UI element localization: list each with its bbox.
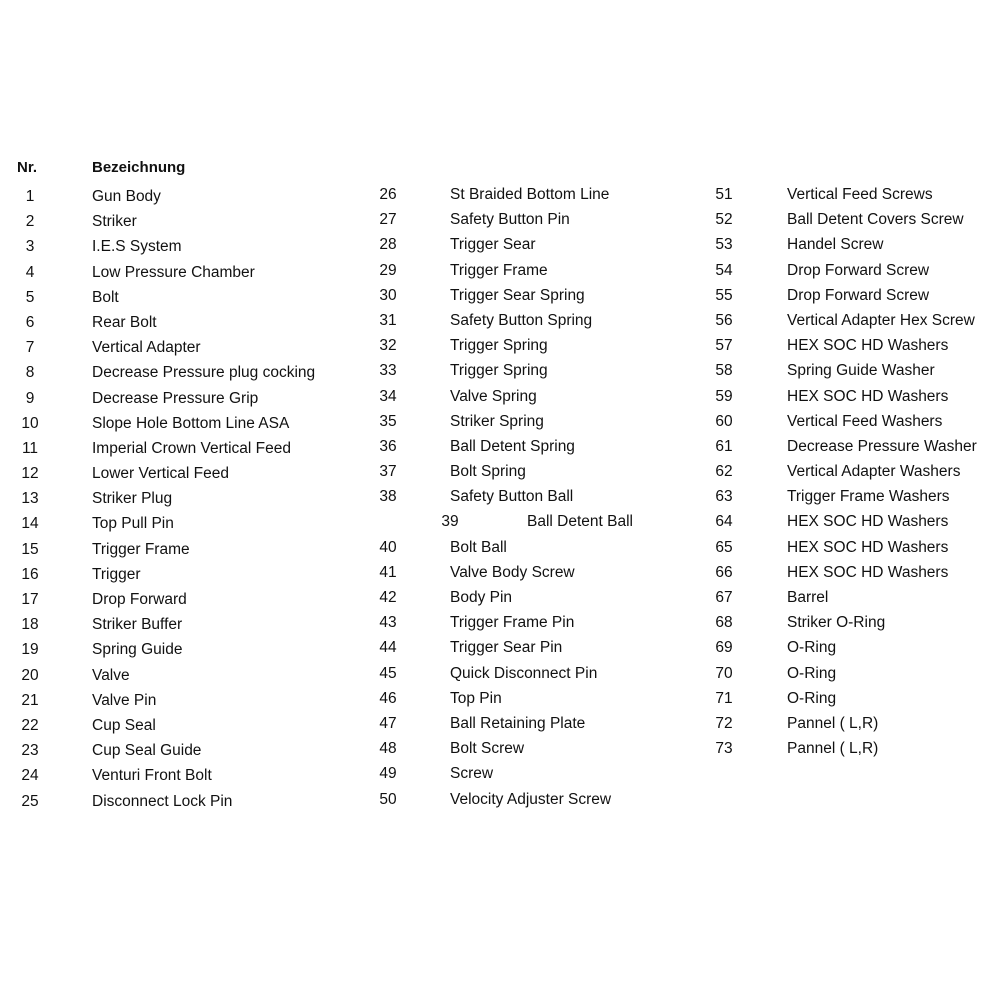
part-number: 34 xyxy=(379,387,397,405)
part-number: 17 xyxy=(21,591,39,608)
part-number: 73 xyxy=(715,740,733,758)
part-name: HEX SOC HD Washers xyxy=(787,563,949,581)
part-name: Trigger xyxy=(92,565,141,583)
part-name: Lower Vertical Feed xyxy=(92,465,229,483)
part-number: 26 xyxy=(379,186,397,203)
part-name: Trigger Sear Pin xyxy=(450,639,563,657)
part-number: 6 xyxy=(25,313,35,331)
part-name: Cup Seal Guide xyxy=(92,742,202,760)
part-number: 31 xyxy=(379,311,397,329)
part-number: 67 xyxy=(715,589,733,606)
part-number: 64 xyxy=(715,513,733,531)
part-number: 28 xyxy=(379,236,397,254)
part-number: 43 xyxy=(379,614,397,632)
part-number: 10 xyxy=(21,414,39,432)
part-name: Pannel ( L,R) xyxy=(787,714,879,732)
part-name: Handel Screw xyxy=(787,236,884,254)
part-number: 39 xyxy=(441,513,459,531)
part-number: 58 xyxy=(715,362,733,380)
part-number: 69 xyxy=(715,639,733,657)
part-number: 51 xyxy=(715,186,733,203)
part-number: 4 xyxy=(25,263,35,281)
part-name: St Braided Bottom Line xyxy=(450,186,610,203)
part-number: 66 xyxy=(715,563,733,581)
part-number: 41 xyxy=(379,563,397,581)
part-number: 70 xyxy=(715,664,733,682)
part-name: Quick Disconnect Pin xyxy=(450,664,598,682)
part-number: 57 xyxy=(715,337,733,355)
header-nr: Nr. xyxy=(17,159,38,176)
part-name: Striker O-Ring xyxy=(787,614,886,632)
part-name: Drop Forward Screw xyxy=(787,261,930,279)
part-number: 20 xyxy=(21,666,39,684)
part-name: Ball Retaining Plate xyxy=(450,714,586,732)
part-name: Spring Guide Washer xyxy=(787,362,935,380)
part-name: Trigger Frame xyxy=(92,540,190,558)
part-name: Decrease Pressure Washer xyxy=(787,437,977,455)
part-name: Vertical Adapter Washers xyxy=(787,463,961,481)
part-name: Screw xyxy=(450,765,494,783)
part-number: 40 xyxy=(379,538,397,556)
part-number: 55 xyxy=(715,286,733,304)
header-bezeichnung: Bezeichnung xyxy=(92,159,186,176)
part-number: 45 xyxy=(379,664,397,682)
part-name: Top Pull Pin xyxy=(92,515,174,533)
part-number: 71 xyxy=(715,689,733,707)
part-name: HEX SOC HD Washers xyxy=(787,337,949,355)
part-name: Vertical Adapter xyxy=(92,339,201,357)
part-name: Gun Body xyxy=(92,188,161,205)
part-name: Striker xyxy=(92,213,137,231)
part-number: 30 xyxy=(379,286,397,304)
part-number: 5 xyxy=(25,288,35,306)
part-name: Striker Plug xyxy=(92,490,173,508)
part-number: 60 xyxy=(715,412,733,430)
part-number: 49 xyxy=(379,765,397,783)
part-name: HEX SOC HD Washers xyxy=(787,513,949,531)
part-name: Bolt Spring xyxy=(450,463,526,481)
part-number: 9 xyxy=(25,389,35,407)
part-name: Trigger Sear Spring xyxy=(450,286,585,304)
part-name: Rear Bolt xyxy=(92,313,157,331)
part-number: 65 xyxy=(715,538,733,556)
part-name: Ball Detent Spring xyxy=(450,437,575,455)
part-number: 32 xyxy=(379,337,397,355)
part-number: 54 xyxy=(715,261,733,279)
part-name: I.E.S System xyxy=(92,238,182,256)
part-name: Drop Forward Screw xyxy=(787,286,930,304)
part-number: 22 xyxy=(21,716,39,734)
part-number: 35 xyxy=(379,412,397,430)
part-name: Trigger Frame xyxy=(450,261,548,279)
part-number: 27 xyxy=(379,211,397,229)
part-number: 44 xyxy=(379,639,397,657)
part-number: 2 xyxy=(25,213,35,231)
part-name: Safety Button Ball xyxy=(450,488,574,506)
part-name: Pannel ( L,R) xyxy=(787,740,879,758)
part-number: 24 xyxy=(21,767,39,785)
part-name: Spring Guide xyxy=(92,641,183,659)
part-name: Imperial Crown Vertical Feed xyxy=(92,439,291,457)
part-name: Ball Detent Ball xyxy=(527,513,633,531)
part-number: 63 xyxy=(715,488,733,506)
part-name: Trigger Spring xyxy=(450,337,548,355)
part-number: 52 xyxy=(715,211,733,229)
part-name: HEX SOC HD Washers xyxy=(787,538,949,556)
part-number: 3 xyxy=(25,238,35,256)
part-number: 29 xyxy=(379,261,397,279)
part-name: O-Ring xyxy=(787,639,837,657)
part-name: Vertical Feed Screws xyxy=(787,186,933,203)
part-number: 48 xyxy=(379,740,397,758)
part-name: O-Ring xyxy=(787,664,837,682)
part-name: Decrease Pressure plug cocking xyxy=(92,364,316,382)
part-name: Valve Spring xyxy=(450,387,537,405)
part-name: Barrel xyxy=(787,589,829,606)
part-number: 21 xyxy=(21,691,39,709)
part-name: Disconnect Lock Pin xyxy=(92,792,233,810)
part-name: Valve xyxy=(92,666,130,684)
part-number: 72 xyxy=(715,714,733,732)
part-name: Decrease Pressure Grip xyxy=(92,389,259,407)
part-name: Bolt xyxy=(92,288,119,306)
part-number: 56 xyxy=(715,311,733,329)
part-number: 11 xyxy=(21,439,39,457)
part-name: Striker Spring xyxy=(450,412,544,430)
part-number: 16 xyxy=(21,565,39,583)
part-number: 12 xyxy=(21,465,39,483)
part-number: 13 xyxy=(21,490,39,508)
part-number: 59 xyxy=(715,387,733,405)
part-name: Bolt Ball xyxy=(450,538,507,556)
part-number: 46 xyxy=(379,689,397,707)
part-number: 25 xyxy=(21,792,39,810)
part-number: 1 xyxy=(25,188,35,205)
part-name: Trigger Sear xyxy=(450,236,536,254)
part-name: Velocity Adjuster Screw xyxy=(450,790,612,808)
part-name: Low Pressure Chamber xyxy=(92,263,255,281)
part-name: Trigger Spring xyxy=(450,362,548,380)
part-name: O-Ring xyxy=(787,689,837,707)
part-name: HEX SOC HD Washers xyxy=(787,387,949,405)
part-name: Venturi Front Bolt xyxy=(92,767,212,785)
part-number: 8 xyxy=(25,364,35,382)
part-number: 14 xyxy=(21,515,39,533)
part-name: Ball Detent Covers Screw xyxy=(787,211,964,229)
part-name: Vertical Feed Washers xyxy=(787,412,943,430)
part-number: 61 xyxy=(715,437,733,455)
part-name: Trigger Frame Pin xyxy=(450,614,575,632)
part-number: 7 xyxy=(25,339,35,357)
part-name: Trigger Frame Washers xyxy=(787,488,950,506)
part-name: Safety Button Pin xyxy=(450,211,570,229)
part-number: 47 xyxy=(379,714,397,732)
part-name: Cup Seal xyxy=(92,716,156,734)
part-number: 19 xyxy=(21,641,39,659)
part-number: 68 xyxy=(715,614,733,632)
part-number: 50 xyxy=(379,790,397,808)
part-name: Top Pin xyxy=(450,689,502,707)
part-number: 62 xyxy=(715,463,733,481)
part-name: Slope Hole Bottom Line ASA xyxy=(92,414,290,432)
part-number: 37 xyxy=(379,463,397,481)
part-name: Bolt Screw xyxy=(450,740,525,758)
part-name: Valve Body Screw xyxy=(450,563,575,581)
part-name: Vertical Adapter Hex Screw xyxy=(787,311,975,329)
part-name: Striker Buffer xyxy=(92,616,183,634)
part-number: 23 xyxy=(21,742,39,760)
part-number: 42 xyxy=(379,589,397,606)
part-number: 53 xyxy=(715,236,733,254)
part-name: Drop Forward xyxy=(92,591,187,608)
part-name: Valve Pin xyxy=(92,691,157,709)
part-name: Safety Button Spring xyxy=(450,311,593,329)
part-name: Body Pin xyxy=(450,589,513,606)
part-number: 18 xyxy=(21,616,39,634)
part-number: 36 xyxy=(379,437,397,455)
part-number: 33 xyxy=(379,362,397,380)
part-number: 15 xyxy=(21,540,39,558)
part-number: 38 xyxy=(379,488,397,506)
